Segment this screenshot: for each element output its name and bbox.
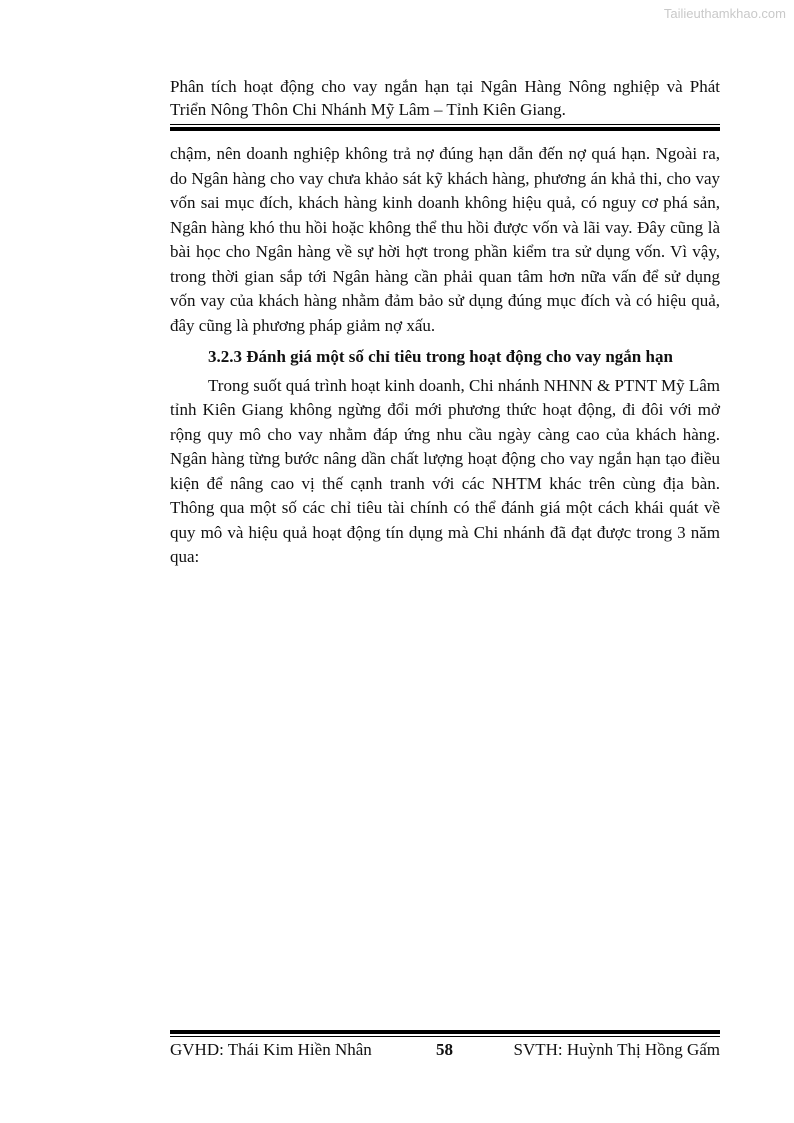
body-paragraph: chậm, nên doanh nghiệp không trả nợ đúng hạn dẫn đến nợ quá hạn. Ngoài ra, do Ngân hàng cho vay chưa khảo sát kỹ khách hàng, phương án khả thi, cho vay vốn sai mục đích, khách hàng kinh doanh không hiệu quả, có nguy cơ phá sản, Ngân hàng khó thu hồi hoặc không thể thu hồi được vốn và lãi vay. Đây cũng là bài học cho Ngân hàng về sự hời hợt trong phần kiểm tra sử dụng vốn. Vì vậy, trong thời gian sắp tới Ngân hàng cần phải quan tâm hơn nữa vấn để sử dụng vốn vay của khách hàng nhằm đảm bảo sử dụng đúng mục đích và có hiệu quả, đây cũng là phương pháp giảm nợ xấu. xyxy=(170,144,720,335)
document-body xyxy=(170,142,720,570)
footer-student: SVTH: Huỳnh Thị Hồng Gấm xyxy=(513,1040,720,1059)
footer-rule xyxy=(170,1030,720,1037)
page-header-title: Phân tích hoạt động cho vay ngắn hạn tại Ngân Hàng Nông nghiệp và Phát Triển Nông Thôn Chi Nhánh Mỹ Lâm – Tỉnh Kiên Giang. xyxy=(170,77,720,119)
watermark: Tailieuthamkhao.com xyxy=(663,6,786,21)
header-rule xyxy=(170,124,720,131)
section-heading: 3.2.3 Đánh giá một số chỉ tiêu trong hoạt động cho vay ngắn hạn xyxy=(208,347,673,366)
body-paragraph: Trong suốt quá trình hoạt kinh doanh, Chi nhánh NHNN & PTNT Mỹ Lâm tỉnh Kiên Giang không ngừng đổi mới phương thức hoạt động, đi đôi với mở rộng quy mô cho vay nhằm đáp ứng nhu cầu ngày càng cao của khách hàng. Ngân hàng từng bước nâng dần chất lượng hoạt động cho vay ngắn hạn tạo điều kiện để nâng cao vị thế cạnh tranh với các NHTM khác trên cùng địa bàn. Thông qua một số các chỉ tiêu tài chính có thể đánh giá một cách khái quát về quy mô và hiệu quả hoạt động tín dụng mà Chi nhánh đã đạt được trong 3 năm qua: xyxy=(170,375,720,566)
page-number: 58 xyxy=(436,1040,453,1059)
footer-advisor: GVHD: Thái Kim Hiền Nhân xyxy=(170,1040,372,1059)
